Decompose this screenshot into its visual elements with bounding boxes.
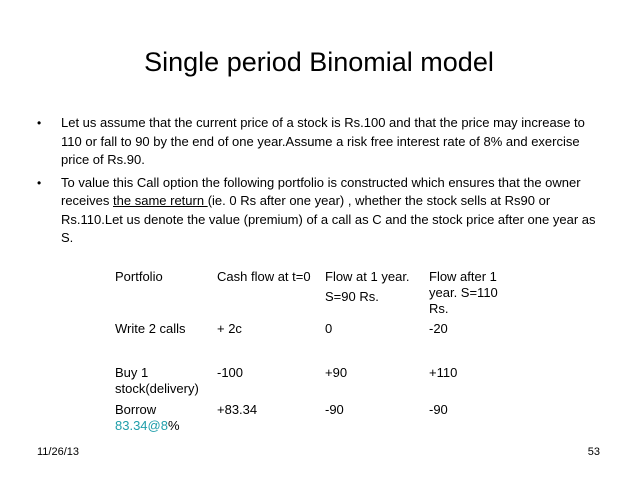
cell-portfolio: Buy 1 stock(delivery): [115, 365, 199, 396]
cell-flow90: -90: [325, 402, 344, 417]
slide-title: Single period Binomial model: [144, 47, 494, 77]
table-row: [115, 365, 519, 402]
header-flow-after: Flow after 1 year. S=110 Rs.: [429, 269, 498, 316]
cell-portfolio-main: Borrow: [115, 402, 157, 417]
cell-flow110: +110: [429, 365, 458, 380]
footer-date: 11/26/13: [37, 446, 80, 458]
cell-cash: +83.34: [217, 402, 258, 417]
portfolio-table-wrapper: [115, 266, 519, 434]
portfolio-table: [115, 266, 519, 434]
bullet-text-before: To value this Call option the following portfolio is constructed which ensures that the owner receives: [61, 174, 581, 208]
bullet-item-1: [37, 114, 603, 170]
header-flow-1-year-label: Flow at 1 year.: [325, 269, 410, 284]
cell-portfolio: [115, 402, 217, 434]
header-flow-s90: S=90 Rs.: [325, 289, 379, 304]
table-row: [115, 402, 519, 434]
cell-cash: + 2c: [217, 321, 242, 336]
bullet-text: Let us assume that the current price of a stock is Rs.100 and that the price may increase to 110 or fall to 90 by the end of one year.Assume a risk free interest rate of 8% and exercise price of Rs.90.: [61, 115, 585, 167]
cell-cash: -100: [217, 365, 244, 380]
bullet-list: [37, 114, 603, 252]
cell-flow90: +90: [325, 365, 348, 380]
header-cash-flow: Cash flow at t=0: [217, 269, 311, 284]
underlined-phrase: the same return: [113, 193, 208, 208]
bullet-dot-icon: •: [37, 116, 42, 130]
table-row: [115, 321, 519, 365]
borrow-amount-link[interactable]: 83.34@8: [115, 418, 168, 433]
cell-flow90: 0: [325, 321, 333, 336]
cell-portfolio: Write 2 calls: [115, 321, 186, 336]
borrow-percent: %: [167, 418, 180, 433]
bullet-dot-icon: •: [37, 175, 42, 190]
header-portfolio: Portfolio: [115, 269, 163, 284]
cell-flow110: -90: [429, 402, 448, 417]
header-flow-1-year: [325, 266, 429, 321]
table-header-row: [115, 266, 519, 321]
cell-flow110: -20: [429, 321, 448, 336]
bullet-item-2: [37, 174, 603, 248]
bullet-text-after: (ie. 0 Rs after one year) , whether the stock sells at Rs90 or Rs.110.Let us denote the value (premium) of a call as C and the stock price after one year as S.: [61, 193, 596, 245]
page-number: 53: [587, 446, 600, 458]
